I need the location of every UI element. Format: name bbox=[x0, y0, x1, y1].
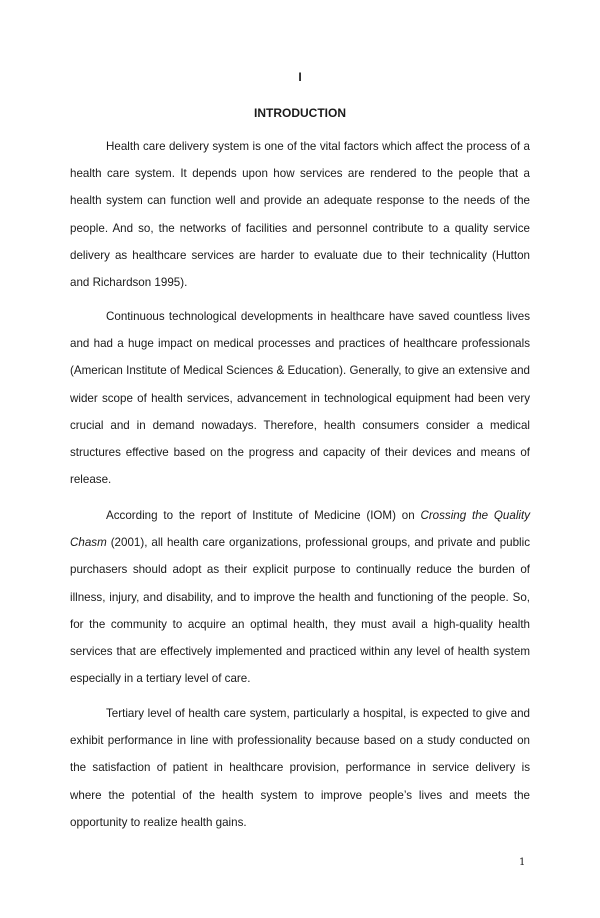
page-number: 1 bbox=[519, 857, 526, 868]
paragraph-iom-report bbox=[70, 502, 530, 692]
book-title-crossing-the-quality-chasm: Crossing the Quality Chasm bbox=[70, 509, 530, 550]
paragraph-tertiary-level: Tertiary level of health care system, particularly a hospital, is expected to give and exhibit performance in line with professionality because based on a study conducted on the satisfaction of patient in healthcare provision, performance in service delivery is where the potential of the health system to improve people’s lives and meets the opportunity to realize health gains. bbox=[70, 707, 530, 829]
paragraph-health-care-delivery: Health care delivery system is one of the vital factors which affect the process of a health care system. It depends upon how services are rendered to the people that a health system can function well and provide an adequate response to the needs of the people. And so, the networks of facilities and personnel contribute to a quality service delivery as healthcare services are harder to evaluate due to their technicality (Hutton and Richardson 1995). bbox=[70, 140, 530, 290]
chapter-title: INTRODUCTION bbox=[254, 106, 346, 120]
paragraph-technological-developments: Continuous technological developments in healthcare have saved countless lives and had a huge impact on medical processes and practices of healthcare professionals (American Institute of Medical Sciences & Education). Generally, to give an extensive and wider scope of health services, advancement in technological equipment had been very crucial and in demand nowadays. Therefore, health consumers consider a medical structures effective based on the progress and capacity of their devices and means of release. bbox=[70, 310, 530, 487]
paragraph-iom-report-rest: (2001), all health care organizations, professional groups, and private and public purchasers should adopt as their explicit purpose to continually reduce the burden of illness, injury, and disability, and to improve the health and functioning of the people. So, for the community to acquire an optimal health, they must avail a high-quality health services that are effectively implemented and practiced within any level of health system especially in a tertiary level of care. bbox=[70, 536, 530, 686]
paragraph-iom-report-lead: According to the report of Institute of Medicine (IOM) on bbox=[106, 509, 421, 522]
chapter-number: I bbox=[298, 70, 302, 84]
